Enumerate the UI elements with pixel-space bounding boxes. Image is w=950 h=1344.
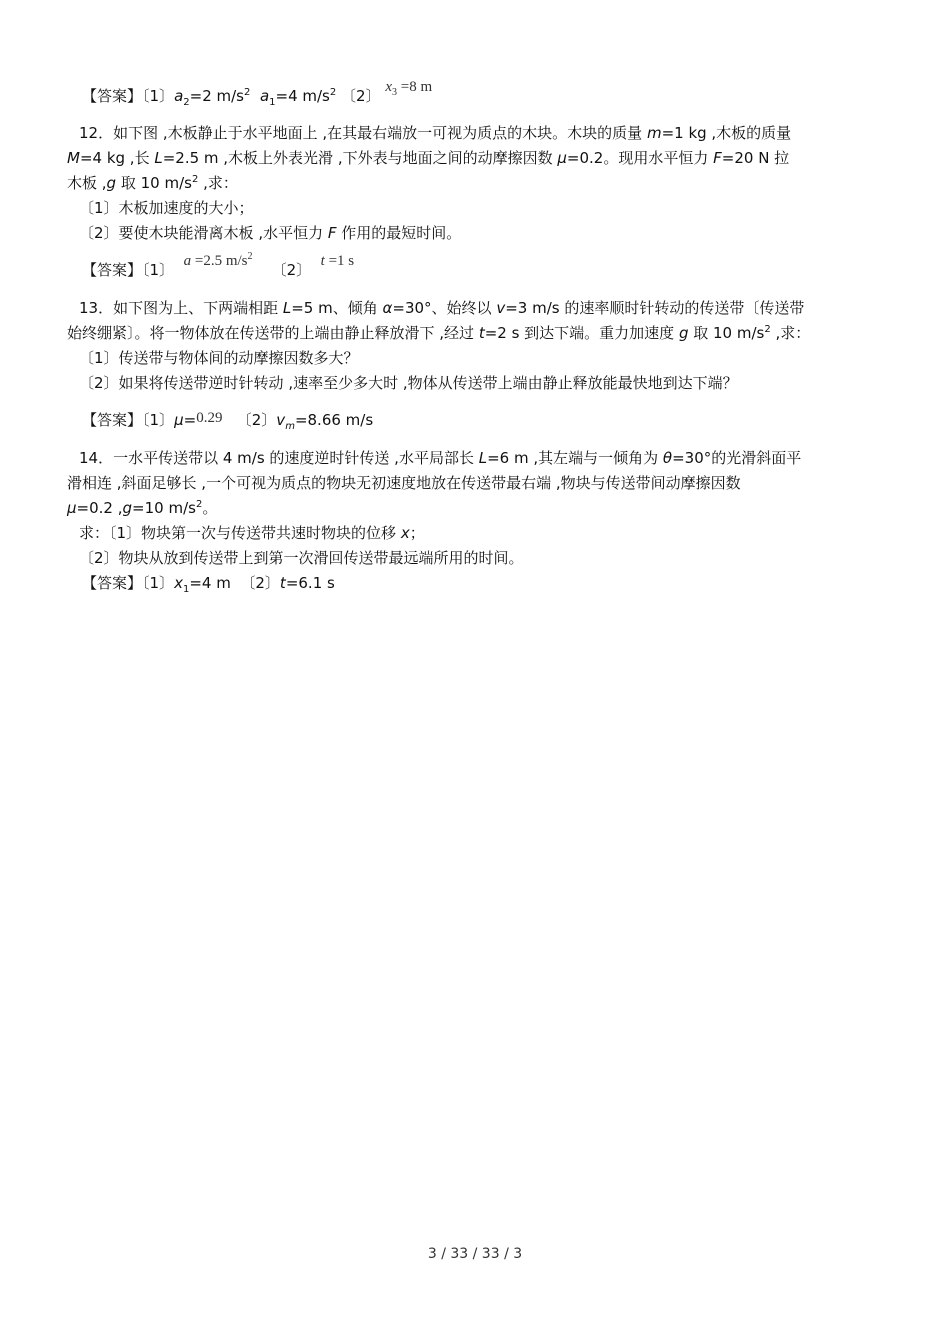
q11-answer-line: 【答案】〔1〕$a_2=2$ $m/s^2$ $a_1=4$ $m/s^2$ 〔2〕 $x_3 =8$ m	[82, 79, 433, 108]
q12-sub-2: 〔2〕要使木块能滑离木板 ,水平恒力 F 作用的最短时间。	[79, 224, 462, 242]
x3-equation: $x_3 =8$ m	[385, 79, 433, 98]
q14-line-1: 14．一水平传送带以 4 m/s 的速度逆时针传送 ,水平局部长 L=6 m ,其左端与一倾角为 θ=30°的光滑斜面平	[79, 449, 802, 467]
q13-line-2: 始终绷紧〕。将一物体放在传送带的上端由静止释放滑下 ,经过 t=2 s 到达下端。重力加速度 g 取 10 $m/s^2$ ,求：	[67, 324, 811, 342]
q13-sub-1: 〔1〕传送带与物体间的动摩擦因数多大？	[79, 349, 359, 367]
answer-label: 【答案】	[82, 411, 143, 429]
q12-ans2-equation: t =1 s	[320, 253, 355, 269]
q13-answer-line: 【答案】〔1〕μ=0.29 〔2〕$v_m=8.66$ m/s	[82, 410, 374, 432]
answer-label: 【答案】	[82, 261, 143, 279]
answer-label: 【答案】	[82, 574, 143, 592]
q13-line-1: 13．如下图为上、下两端相距 L=5 m、倾角 α=30°、始终以 v=3 m/s 的速率顺时针转动的传送带〔传送带	[79, 299, 805, 317]
q12-sub-1: 〔1〕木板加速度的大小；	[79, 199, 254, 217]
q14-answer-line: 【答案】〔1〕$x_1=4$ m 〔2〕t=6.1 s	[82, 574, 335, 595]
q12-line-1: 12．如下图 ,木板静止于水平地面上 ,在其最右端放一可视为质点的木块。木块的质量 m=1 kg ,木板的质量	[79, 124, 792, 142]
q12-line-3: 木板 ,g 取 10 $m/s^2$ ,求：	[67, 174, 238, 192]
q14-sub-2: 〔2〕物块从放到传送带上到第一次滑回传送带最远端所用的时间。	[79, 549, 524, 567]
q12-line-2: M=4 kg ,长 L=2.5 m ,木板上外表光滑 ,下外表与地面之间的动摩擦因数 μ=0.2。现用水平恒力 F=20 N 拉	[67, 149, 790, 167]
q12-answer-line: 【答案】〔1〕 a =2.5 $m/s^2$ 〔2〕 t =1 s	[82, 251, 355, 279]
answer-label: 【答案】	[82, 87, 143, 105]
q14-line-3: μ=0.2 ,g=10 $m/s^2$。	[67, 499, 218, 517]
q12-ans1-equation: a =2.5 $m/s^2$	[183, 251, 253, 269]
q14-line-2: 滑相连 ,斜面足够长 ,一个可视为质点的物块无初速度地放在传送带最右端 ,物块与传送带间动摩擦因数	[67, 474, 741, 492]
q14-sub-1: 求：〔1〕物块第一次与传送带共速时物块的位移 x；	[79, 524, 425, 542]
page-number: 3 / 33 / 33 / 3	[427, 1246, 523, 1262]
q13-sub-2: 〔2〕如果将传送带逆时针转动 ,速率至少多大时 ,物体从传送带上端由静止释放能最快地到达下端？	[79, 374, 738, 392]
